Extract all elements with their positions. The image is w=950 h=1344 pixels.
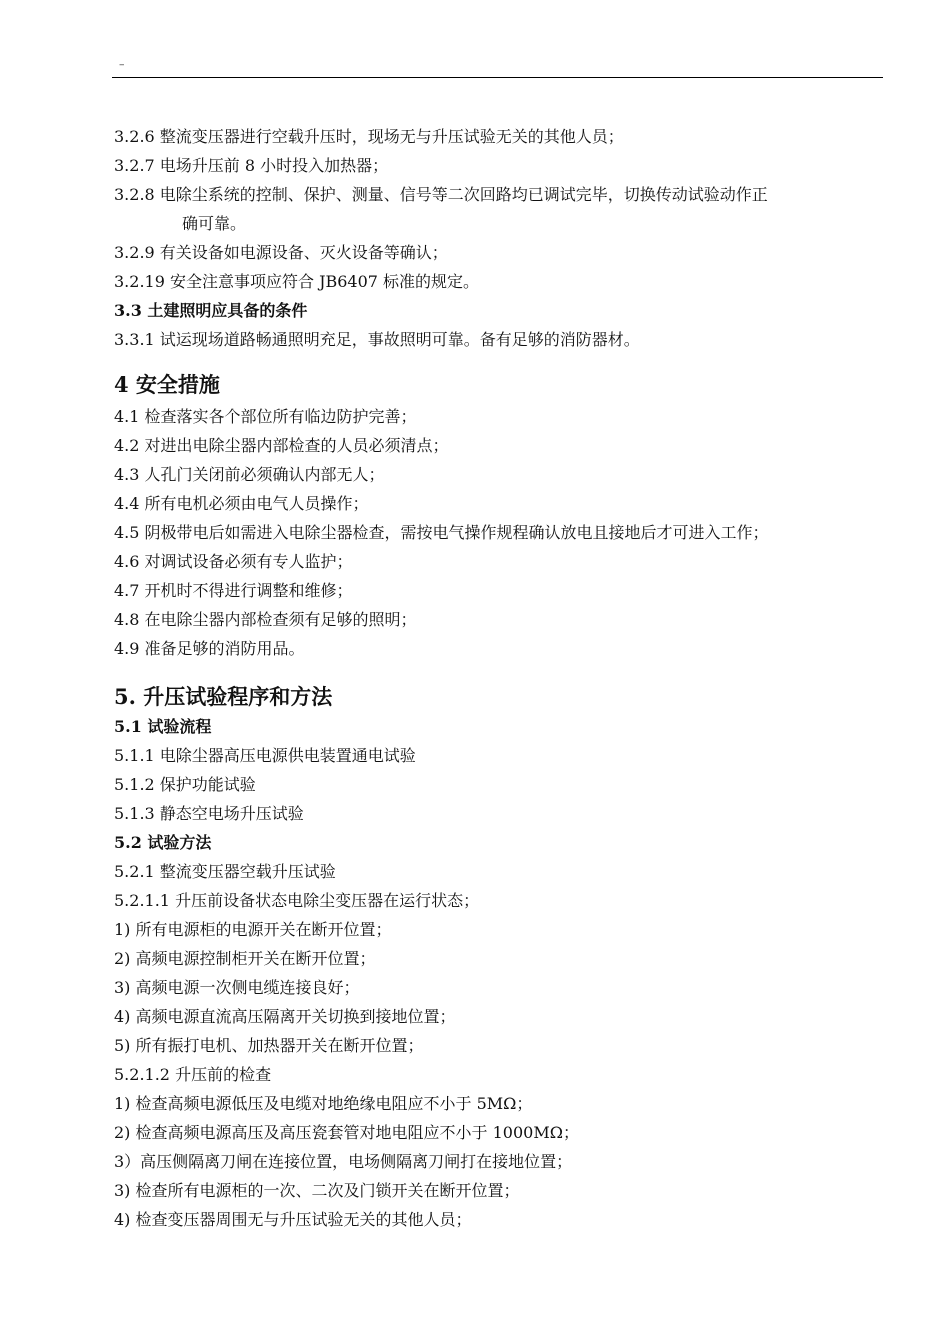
item-3-3-1: 3.3.1 试运现场道路畅通照明充足，事故照明可靠。备有足够的消防器材。 <box>114 330 640 349</box>
subheading-3-3: 3.3 土建照明应具备的条件 <box>114 301 308 320</box>
item-4-8: 4.8 在电除尘器内部检查须有足够的照明； <box>114 610 417 629</box>
state-item: 1) 所有电源柜的电源开关在断开位置； <box>114 920 392 939</box>
item-5-2-1-1: 5.2.1.1 升压前设备状态电除尘变压器在运行状态； <box>114 891 480 910</box>
state-item: 4) 高频电源直流高压隔离开关切换到接地位置； <box>114 1007 456 1026</box>
header-mark: – <box>119 58 125 71</box>
item-5-1-3: 5.1.3 静态空电场升压试验 <box>114 804 304 823</box>
check-item: 2) 检查高频电源高压及高压瓷套管对地电阻应不小于 1000MΩ； <box>114 1123 579 1142</box>
state-item: 3) 高频电源一次侧电缆连接良好； <box>114 978 360 997</box>
item-5-2-1: 5.2.1 整流变压器空载升压试验 <box>114 862 336 881</box>
check-item: 3）高压侧隔离刀闸在连接位置，电场侧隔离刀闸打在接地位置； <box>114 1152 573 1171</box>
item-3-2-8-continued: 确可靠。 <box>182 214 247 233</box>
item-4-2: 4.2 对进出电除尘器内部检查的人员必须清点； <box>114 436 449 455</box>
subheading-5-1: 5.1 试验流程 <box>114 717 212 736</box>
document-body <box>114 122 886 1234</box>
item-4-5: 4.5 阴极带电后如需进入电除尘器检查，需按电气操作规程确认放电且接地后才可进入工作； <box>114 523 769 542</box>
item-3-2-9: 3.2.9 有关设备如电源设备、灭火设备等确认； <box>114 243 448 262</box>
check-item: 4) 检查变压器周围无与升压试验无关的其他人员； <box>114 1210 472 1229</box>
item-3-2-19: 3.2.19 安全注意事项应符合 JB6407 标准的规定。 <box>114 272 480 291</box>
item-4-4: 4.4 所有电机必须由电气人员操作； <box>114 494 369 513</box>
subheading-5-2: 5.2 试验方法 <box>114 833 212 852</box>
item-3-2-8: 3.2.8 电除尘系统的控制、保护、测量、信号等二次回路均已调试完毕，切换传动试验动作正 <box>114 185 768 204</box>
item-4-1: 4.1 检查落实各个部位所有临边防护完善； <box>114 407 417 426</box>
item-5-1-2: 5.1.2 保护功能试验 <box>114 775 256 794</box>
check-item: 1) 检查高频电源低压及电缆对地绝缘电阻应不小于 5MΩ； <box>114 1094 533 1113</box>
state-item: 2) 高频电源控制柜开关在断开位置； <box>114 949 376 968</box>
item-4-3: 4.3 人孔门关闭前必须确认内部无人； <box>114 465 385 484</box>
header-rule <box>112 77 883 78</box>
item-3-2-6: 3.2.6 整流变压器进行空载升压时，现场无与升压试验无关的其他人员； <box>114 127 624 146</box>
item-5-1-1: 5.1.1 电除尘器高压电源供电装置通电试验 <box>114 746 416 765</box>
item-5-2-1-2: 5.2.1.2 升压前的检查 <box>114 1065 272 1084</box>
section-5-heading: 5. 升压试验程序和方法 <box>114 684 333 709</box>
check-item: 3) 检查所有电源柜的一次、二次及门锁开关在断开位置； <box>114 1181 520 1200</box>
item-4-9: 4.9 准备足够的消防用品。 <box>114 639 305 658</box>
state-item: 5) 所有振打电机、加热器开关在断开位置； <box>114 1036 424 1055</box>
item-4-6: 4.6 对调试设备必须有专人监护； <box>114 552 353 571</box>
section-4-heading: 4 安全措施 <box>114 372 220 397</box>
item-3-2-7: 3.2.7 电场升压前 8 小时投入加热器； <box>114 156 389 175</box>
item-4-7: 4.7 开机时不得进行调整和维修； <box>114 581 353 600</box>
